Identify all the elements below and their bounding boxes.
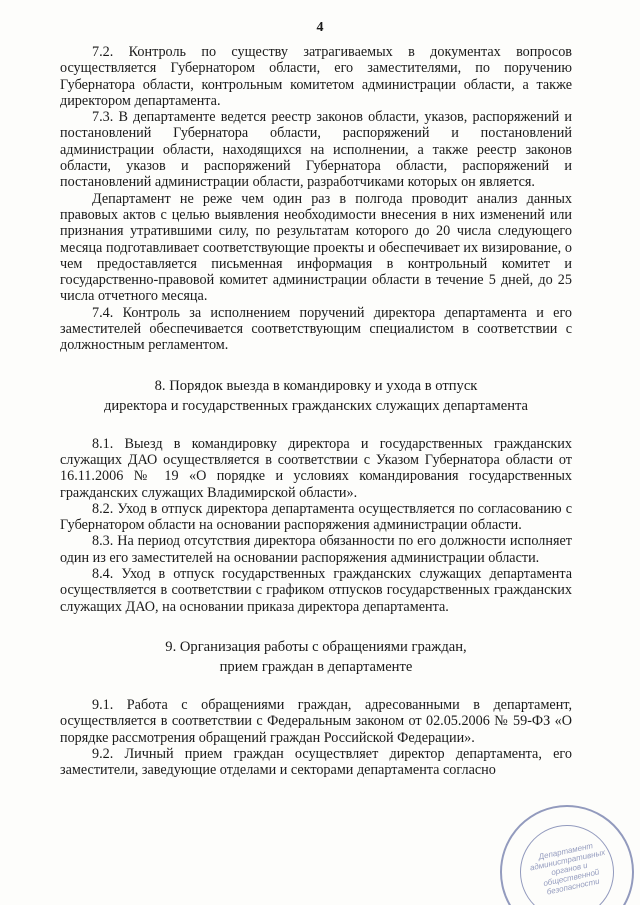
official-seal-stamp [488,793,640,905]
paragraph-7-4: 7.4. Контроль за исполнением поручений директора департамента и его заместителей обеспечивается соответствующим специалистом в соответствии с должностным регламентом. [60,304,572,354]
paragraph-8-1: 8.1. Выезд в командировку директора и государственных гражданских служащих ДАО осуществляется в соответствии с Указом Губернатора области от 16.11.2006 № 19 «О порядке и условиях командирования государственных гражданских служащих Владимирской области». [60,435,572,501]
paragraph-9-2: 9.2. Личный прием граждан осуществляет директор департамента, его заместители, заведующие отделами и секторами департамента согласно [60,745,572,779]
page-number: 4 [316,20,324,35]
document-body [60,44,572,778]
stamp-text: Департамент административных органов и общественной безопасности [529,841,607,897]
paragraph-8-3: 8.3. На период отсутствия директора обязанности по его должности исполняет один из его заместителей на основании распоряжения администрации области. [60,533,572,566]
paragraph-9-1: 9.1. Работа с обращениями граждан, адресованными в департамент, осуществляется в соответствии с Федеральным законом от 02.05.2006 № 59-ФЗ «О порядке рассмотрения обращений граждан Российской Федерации». [60,696,572,746]
section-8-title-line2: директора и государственных гражданских служащих департамента [103,397,529,414]
paragraph-analysis: Департамент не реже чем один раз в полгода проводит анализ данных правовых актов с целью выявления необходимости внесения в них изменений или признания утратившими силу, по результатам которого до 20 числа следующего месяца подготавливает соответствующие проекты и обеспечивает их визирование, о чем предоставляется письменная информация в контрольный комитет и государственно-правовой комитет администрации области в течение 5 дней, до 25 числа отчетного месяца. [60,190,572,305]
paragraph-8-2: 8.2. Уход в отпуск директора департамента осуществляется по согласованию с Губернатором области на основании распоряжения администрации области. [60,500,572,534]
section-8-title-line1: 8. Порядок выезда в командировку и ухода в отпуск [154,377,478,394]
section-9-heading [60,637,572,677]
section-8-heading [60,376,572,416]
paragraph-7-3: 7.3. В департаменте ведется реестр законов области, указов, распоряжений и постановлений Губернатора области, распоряжений и постановлений администрации области, находящихся на исполнении, а также реестр законов области, указов и распоряжений Губернатора области, распоряжений и постановлений администрации области, разработчиками которых он является. [60,109,572,191]
section-9-title-line2: прием граждан в департаменте [219,658,413,675]
section-9-title-line1: 9. Организация работы с обращениями граждан, [165,638,467,655]
paragraph-7-2: 7.2. Контроль по существу затрагиваемых в документах вопросов осуществляется Губернатором области, его заместителями, по поручению Губернатора области, контрольным комитетом администрации области, а также директором департамента. [60,44,572,109]
paragraph-8-4: 8.4. Уход в отпуск государственных гражданских служащих департамента осуществляется в соответствии с графиком отпусков государственных гражданских служащих ДАО, на основании приказа директора департамента. [60,566,572,615]
